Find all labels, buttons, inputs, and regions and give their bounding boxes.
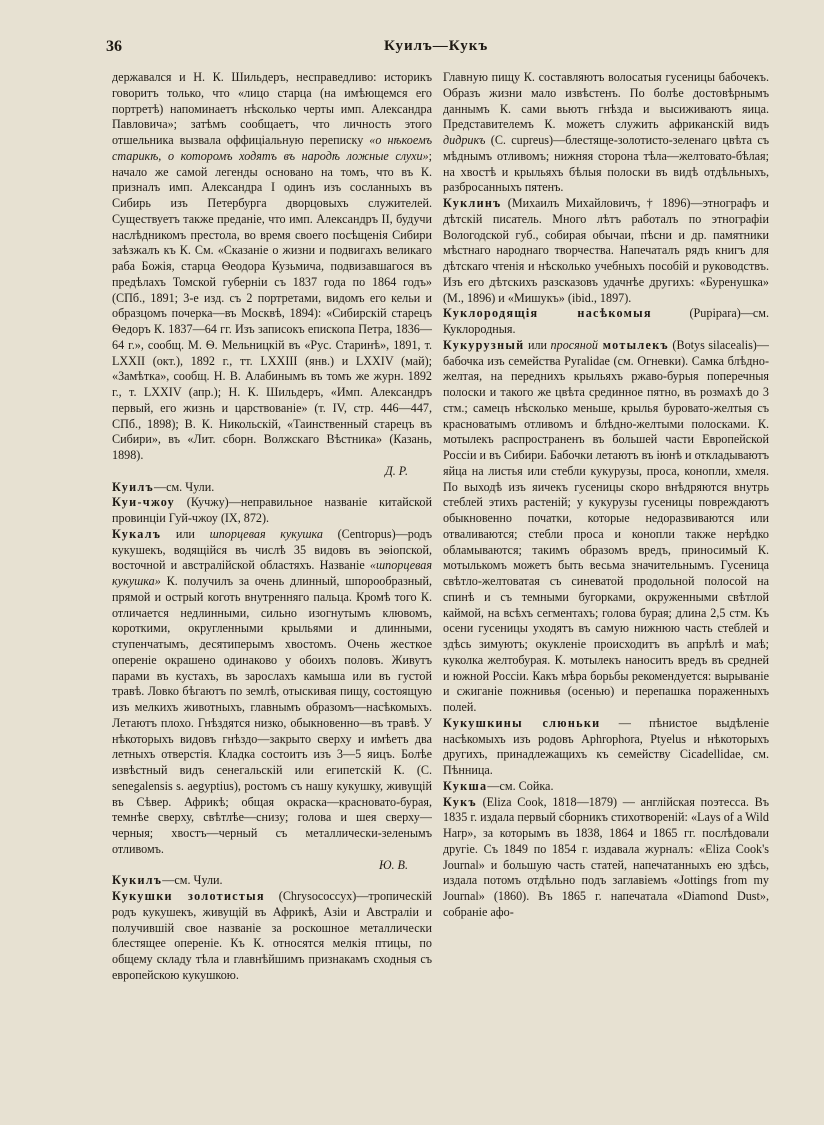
entry-kui-chzhou	[112, 495, 432, 527]
entry-kukuruzny	[443, 338, 769, 716]
entry-italic: дидрикъ	[443, 133, 486, 147]
entry-text: (Михаилъ Михайловичъ, † 1896)—этнографъ и дѣтскій писатель. Много лѣтъ работалъ по этнографіи Вологодской губ., собирая обычаи, пѣсни и др. памятники мѣстнаго народнаго творчества. Напечаталъ рядъ книгъ для дѣтскаго чтенія и нѣсколько учебныхъ пособій и руководствъ. Изъ его дѣтскихъ разсказовъ удачнѣе другихъ: «Буренушка» (М., 1896) и «Мишукъ» (ibid., 1897).	[443, 196, 769, 305]
entry-kuklin	[443, 196, 769, 306]
headword: Куклинъ	[443, 196, 502, 210]
running-head: Куилъ—Кукъ	[384, 38, 489, 54]
headword: Кукалъ	[112, 526, 162, 541]
right-column	[443, 70, 769, 1100]
entry-italic: «шпорцевая кукушка»	[112, 558, 432, 588]
entry-kuklorodyashchie	[443, 306, 769, 338]
entry-kukal	[112, 527, 432, 874]
headword: Кукушкины слюньки	[443, 715, 601, 730]
entry-continuation	[443, 70, 769, 196]
entry-text: —см. Чули.	[153, 479, 215, 494]
headword: Куилъ	[112, 479, 154, 494]
headword: Кукша	[443, 778, 488, 793]
entry-text: —см. Сойка.	[487, 778, 554, 793]
entry-text: (C. cupreus)—блестяще-золотисто-зеленаго цвѣта съ мѣднымъ отливомъ; нижняя сторона тѣла—желтовато-бѣлая; на хвостѣ и крыльяхъ бѣлыя полоски въ видѣ отдѣльныхъ, разбросанныхъ пятенъ.	[443, 133, 769, 195]
entry-text: державался и Н. К. Шильдеръ, несправедливо: историкъ говоритъ только, что «лицо старца (на имѣющемся его портретѣ) напоминаетъ нѣсколько черты имп. Александра Павловича»; затѣмъ сообщаетъ, что личность этого отшельника вызвала оффиціальную переписку	[112, 70, 432, 147]
entry-kuk	[443, 795, 769, 921]
headword: Кукъ	[443, 794, 477, 809]
entry-italic: «о нѣкоемъ старикѣ, о которомъ ходятъ въ народѣ ложные слухи»	[112, 133, 432, 163]
entry-kukushkiny-slyunki	[443, 716, 769, 779]
entry-kukushki-zolotistye	[112, 889, 432, 984]
headword: Кукурузный	[443, 337, 525, 352]
entry-text: —см. Чули.	[162, 873, 223, 888]
author-signature: Д. Р.	[384, 463, 408, 478]
left-column	[112, 70, 432, 1100]
entry-kukil	[112, 873, 432, 889]
entry-text: или	[161, 526, 210, 541]
author-signature: Ю. В.	[378, 857, 408, 872]
entry-text: (Кучжу)—неправильное названіе китайской провинціи Гуй-чжоу (IX, 872).	[112, 495, 432, 525]
entry-text: (Pupipara)—см. Куклородныя.	[443, 306, 769, 336]
entry-text: (Centropus)—родъ кукушекъ, водящійся въ числѣ 35 видовъ въ эѳіопской, восточной и австралійской областяхъ. Названіе	[112, 526, 432, 573]
page-number: 36	[106, 38, 122, 55]
entry-text: (Botys silacealis)—бабочка изъ семейства Pyralidae (см. Огневки). Самка блѣдно-желтая, на переднихъ крыльяхъ ржаво-бурыя поперечныя полоски и такого же цвѣта срединное пятно, въ розмахѣ до 3 стм.; самецъ нѣсколько меньше, крылья буровато-желтыя съ красноватымъ отливомъ и блѣдно-желтыми полосками. К. мотылекъ распространенъ въ большей части Европейской Россіи и въ Сибири. Бабочки летаютъ въ іюнѣ и откладываютъ яйца на листья или стебли кукурузы, проса, конопли, хмеля. По выходѣ изъ яичекъ гусеницы скоро внѣдряются внутрь стеблей этихъ растеній; у кукурузы гусеницы повреждаютъ обыкновенно початки, которые недоразвиваются или отваливаются; стебли проса и конопли также нерѣдко обламываются; такимъ образомъ вредъ, приносимый К. мотылькомъ можетъ быть весьма значительнымъ. Гусеница свѣтло-желтоватая съ синеватой продольной полосой на спинѣ и съ темными бугорками, окруженными свѣтлой каймой, на всѣхъ сегментахъ; голова бурая; длина 2,5 стм. Къ осени гусеницы уходятъ въ самую нижнюю часть стеблей и здѣсь зимуютъ; окукленіе происходитъ въ апрѣлѣ и маѣ; куколка желтобурая. К. мотылекъ наноситъ вредъ въ средней и южной Россіи. Какъ мѣра борьбы рекомендуется: вырываніе и сжиганіе пожнивья (осенью) и перепашка пораженныхъ полей.	[443, 337, 769, 714]
entry-text: Главную пищу К. составляютъ волосатыя гусеницы бабочекъ. Образъ жизни мало извѣстенъ. По болѣе достовѣрнымъ даннымъ К. сами вьютъ гнѣзда и высиживаютъ яица. Представителемъ К. можетъ служить африканскій видъ	[443, 70, 769, 132]
entry-text: или	[524, 337, 551, 352]
entry-kuil	[112, 480, 432, 496]
entry-kuksha	[443, 779, 769, 795]
headword: Кукушки золотистыя	[112, 889, 265, 903]
headword: Кукилъ	[112, 873, 163, 888]
entry-text: — пѣнистое выдѣленіе насѣкомыхъ изъ родовъ Aphrophora, Ptyelus и нѣкоторыхъ другихъ, принадлежащихъ къ семейству Cicadellidae, см. Пѣнница.	[443, 715, 769, 777]
headword: Куи-чжоу	[112, 495, 176, 510]
entry-italic: просяной	[550, 337, 598, 352]
entry-text: ; начало же самой легенды основано на томъ, что въ К. призналъ имп. Александра I одинъ изъ сосланныхъ въ Сибирь изъ Петербурга дворцовыхъ служителей. Существуетъ также преданіе, что имп. Александръ II, будучи наслѣдникомъ престола, во время своего посѣщенія Сибири заѣзжалъ къ К. См. «Сказаніе о жизни и подвигахъ великаго раба Божія, старца Ѳеодора Кузьмича, подвизавшагося въ предѣлахъ Томской губерніи съ 1837 года по 1864 годъ» (СПб., 1891; 3-е изд. съ 2 портретами, видомъ его кельи и образцомъ почерка—въ Москвѣ, 1894): «Сибирскій старецъ Ѳедоръ К. 1837—64 гг. Изъ записокъ епископа Петра, 1836—64 г.», сообщ. М. Ѳ. Мельницкій въ «Рус. Старинѣ», 1891, т. LXXII (окт.), 1892 г., тт. LXXIII (янв.) и LXXIV (май); «Замѣтка», сообщ. Н. В. Алабинымъ въ томъ же журн. 1892 г., т. LXXIV (апр.); Н. К. Шильдеръ, «Имп. Александръ первый, его жизнь и царствованіе» (т. IV, стр. 446—447, СПб., 1898); В. К. Никольскій, «Таинственный старецъ въ Сибири», въ «Лит. сборн. Волжскаго Вѣстника» (Казань, 1898).	[112, 148, 432, 462]
entry-text: (Chrysococcyx)—тропическій родъ кукушекъ, живущій въ Африкѣ, Азіи и Австраліи и получившій свое названіе за роскошное металлически блестящее опереніе. Къ К. относятся мелкія птицы, по общему складу тѣла и главнѣйшимъ признакамъ сходныя съ европейскою кукушкою.	[112, 889, 432, 982]
entry-italic: шпорцевая кукушка	[209, 526, 323, 541]
entry-text: К. получилъ за очень длинный, шпорообразный, прямой и острый коготь внутренняго пальца. Кромѣ того К. отличается недлинными, сильно изогнутымъ клювомъ, короткими, округленными крыльями и длинными, ступенчатымъ, десятиперымъ хвостомъ. Очень жесткое опереніе окрашено одинаково у обоихъ половъ. Живутъ парами въ кустахъ, въ зарослахъ камыша или въ густой травѣ. Ловко бѣгаютъ по землѣ, отыскивая пищу, состоящую изъ мелкихъ животныхъ, главнымъ образомъ—насѣкомыхъ. Летаютъ плохо. Гнѣздятся низко, обыкновенно—въ травѣ. У нѣкоторыхъ видовъ гнѣздо—закрыто сверху и имѣетъ два летныхъ отверстія. Кладка состоитъ изъ 3—5 яицъ. Болѣе извѣстный видъ сенегальскій или египетскій К. (C. senegalensis s. aegyptius), ростомъ съ нашу кукушку, живущій въ Сѣвер. Африкѣ; общая окраска—красновато-бурая, темнѣе сверху, свѣтлѣе—снизу; голова и шея сверху—черныя; хвостъ—черный съ металлически-зеленымъ отливомъ.	[112, 574, 432, 856]
headword: Куклородящія насѣкомыя	[443, 306, 652, 321]
entry-continuation	[112, 70, 432, 480]
headword: мотылекъ	[597, 337, 669, 352]
entry-text: (Eliza Cook, 1818—1879) — англійская поэтесса. Въ 1835 г. издала первый сборникъ стихотвореній: «Lays of a Wild Harp», за которымъ въ 1838, 1864 и 1865 гг. послѣдовали другіе. Съ 1849 по 1854 г. издавала журналъ: «Eliza Cook's Journal» и большую часть статей, напечатанныхъ ею здѣсь, издала потомъ отдѣльно подъ заглавіемъ «Jottings from my Journal» (1860). Въ 1865 г. напечатала «Diamond Dust», собраніе афо-	[443, 794, 769, 919]
